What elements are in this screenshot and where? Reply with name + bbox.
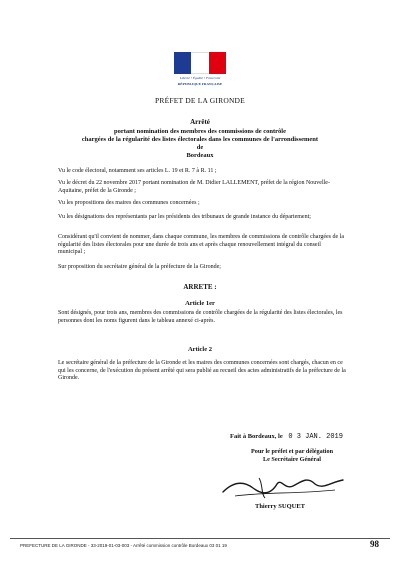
delegation-text: Pour le préfet et par délégation (250, 448, 334, 455)
article-1-text: Sont désignés, pour trois ans, membres des commissions de contrôle chargées de la régularité des listes électorales, les personnes dont les noms figurent dans le tableau annexé ci-après. (58, 310, 343, 324)
title-line-3: Bordeaux (186, 152, 214, 159)
visa-2: Vu le décret du 22 novembre 2017 portant nomination de M. Didier LALLEMENT, préfet de la région Nouvelle-Aquitaine, préfet de la Gironde ; (58, 180, 330, 194)
title-line-1: portant nomination des membres des commissions de contrôle (114, 128, 286, 135)
visa-1: Vu le code électoral, notamment ses articles L. 19 et R. 7 à R. 11 ; (58, 168, 217, 174)
handwritten-signature (215, 470, 355, 504)
page-number: 98 (370, 539, 379, 549)
footer-text: PREFECTURE DE LA GIRONDE - 33-2019-01-03-003 - Arrêté commission contrôle Bordeaux 03 01 19 (20, 543, 227, 548)
date-stamp: 0 3 JAN. 2019 (288, 433, 343, 441)
visa-6: Sur proposition du secrétaire général de la préfecture de la Gironde; (58, 264, 221, 270)
document-title (80, 118, 320, 160)
visa-4: Vu les désignations des représentants par les présidents des tribunaux de grande instance du département; (58, 214, 311, 220)
visa-3: Vu les propositions des maires des communes concernées ; (58, 200, 200, 206)
tricolor-flag-icon (174, 52, 226, 74)
article-2-title: Article 2 (187, 346, 212, 353)
signer-name: Thierry SUQUET (254, 503, 306, 510)
title-line-2: chargées de la régularité des listes électorales dans les communes de l'arrondissement de (81, 136, 319, 151)
footer-divider (10, 538, 390, 539)
fait-label: Fait à Bordeaux, le (230, 433, 283, 440)
logo-motto: Liberté • Égalité • Fraternité (179, 76, 221, 80)
signature-place-date (230, 433, 343, 441)
title-arrete: Arrêté (190, 118, 210, 126)
logo-republic: RÉPUBLIQUE FRANÇAISE (177, 82, 223, 86)
visa-5: Considérant qu'il convient de nommer, dans chaque commune, les membres de commissions de contrôle chargées de la régularité des listes électorales pour une durée de trois ans et après chaque renouvellement intégral du conseil municipal ; (58, 234, 344, 256)
article-2-text: Le secrétaire général de la préfecture de la Gironde et les maires des communes concernées sont chargés, chacun en ce qui les concerne, de l'exécution du présent arrêté qui sera publié au recueil des actes administratifs de la préfecture de la Gironde. (58, 360, 346, 382)
article-1-title: Article 1er (185, 300, 215, 307)
signer-role: Le Secrétaire Général (263, 456, 321, 463)
marianne-logo (170, 52, 230, 90)
arrete-label: ARRETE : (183, 283, 217, 291)
delegation-block (232, 448, 352, 464)
prefet-header: PRÉFET DE LA GIRONDE (155, 96, 245, 105)
